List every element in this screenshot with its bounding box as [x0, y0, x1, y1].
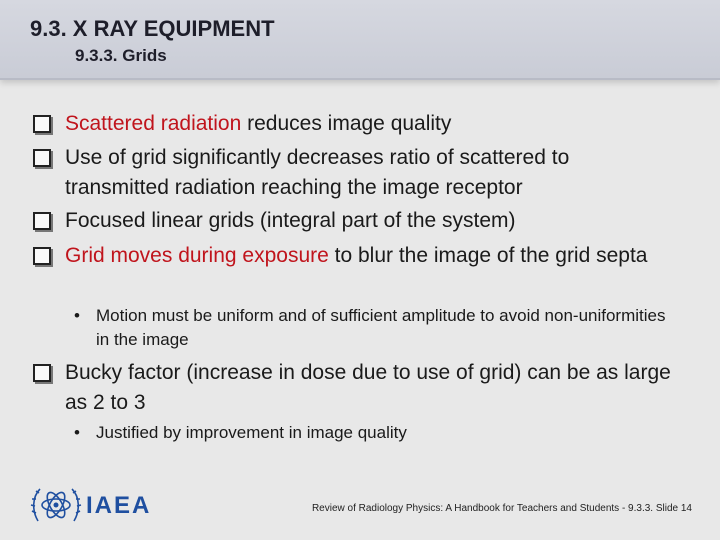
bullet-item: [33, 206, 673, 236]
slide-subtitle: 9.3.3. Grids: [75, 46, 167, 65]
bullet-item: [33, 143, 673, 203]
bullet-highlight: Grid moves during exposure: [65, 244, 329, 267]
logo-text: IAEA: [86, 492, 152, 519]
bullet-item: [33, 109, 673, 139]
slide-title: 9.3. X RAY EQUIPMENT: [30, 16, 275, 41]
bullet-text: Bucky factor (increase in dose due to use of grid) can be as large as 2 to 3: [65, 361, 671, 414]
slide-header: [0, 0, 720, 80]
bullet-highlight: Scattered radiation: [65, 112, 242, 135]
checkbox-bullet-icon: [33, 115, 51, 133]
iaea-logo: [30, 481, 160, 531]
bullet-text: reduces image quality: [241, 112, 452, 135]
dot-bullet-icon: •: [74, 306, 80, 325]
bullet-text: Focused linear grids (integral part of the system): [65, 209, 516, 232]
iaea-emblem-icon: [30, 481, 82, 531]
checkbox-bullet-icon: [33, 247, 51, 265]
sub-bullet-text: Justified by improvement in image quality: [96, 423, 407, 442]
bullet-text: Use of grid significantly decreases ratio of scattered to transmitted radiation reaching the image receptor: [65, 146, 570, 199]
dot-bullet-icon: •: [74, 423, 80, 442]
sub-bullet-item: [74, 304, 674, 352]
bullet-text: to blur the image of the grid septa: [328, 244, 648, 267]
bullet-item: [33, 358, 673, 418]
checkbox-bullet-icon: [33, 149, 51, 167]
checkbox-bullet-icon: [33, 212, 51, 230]
slide-footer-citation: Review of Radiology Physics: A Handbook for Teachers and Students - 9.3.3. Slide 14: [311, 503, 692, 514]
sub-bullet-item: [74, 421, 674, 445]
sub-bullet-text: Motion must be uniform and of sufficient amplitude to avoid non-uniformities in the image: [96, 306, 666, 349]
checkbox-bullet-icon: [33, 364, 51, 382]
bullet-item: [33, 241, 673, 271]
